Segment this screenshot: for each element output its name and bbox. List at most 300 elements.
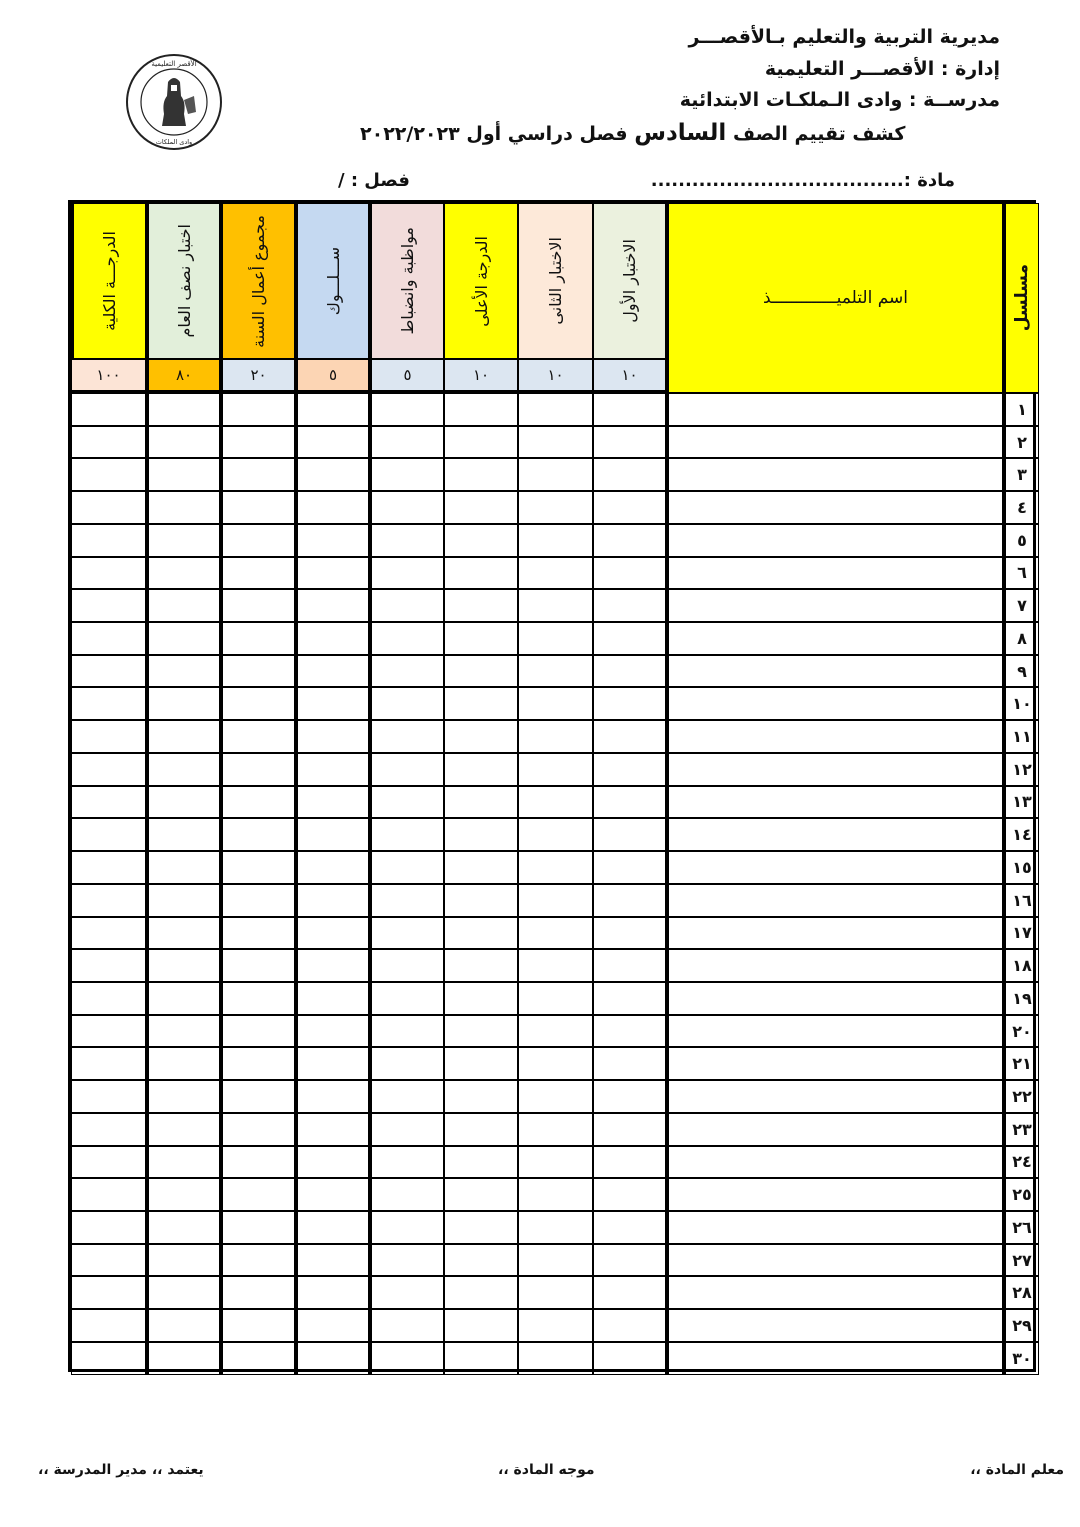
grade-cell (371, 851, 444, 884)
grade-cell (593, 524, 666, 557)
grade-cell (148, 1309, 222, 1342)
serial-cell (1003, 753, 1039, 786)
grade-cell (148, 720, 222, 753)
grade-cell (148, 458, 222, 491)
grade-cell (148, 426, 222, 459)
grade-cell (518, 426, 593, 459)
column-header-label: الاختبار الثانى (546, 237, 565, 325)
grade-cell (148, 851, 222, 884)
grade-cell (666, 655, 1003, 688)
grade-cell (71, 851, 148, 884)
grade-cell (71, 687, 148, 720)
column-header-label: مواظبة وانضباط (398, 227, 417, 335)
grade-cell (222, 557, 297, 590)
grade-cell (593, 557, 666, 590)
grade-cell (518, 1211, 593, 1244)
serial-cell (1003, 851, 1039, 884)
grade-cell (297, 1178, 371, 1211)
grade-cell (593, 818, 666, 851)
grade-cell (297, 622, 371, 655)
grade-cell (518, 786, 593, 819)
grade-cell (371, 589, 444, 622)
grade-cell (444, 393, 518, 426)
grade-cell (148, 917, 222, 950)
max-score-cell (222, 359, 297, 393)
serial-header-label: مسلسل (1012, 264, 1032, 332)
max-score-value: ٢٠ (250, 366, 267, 384)
serial-number: ٣٠ (1012, 1348, 1032, 1368)
serial-cell (1003, 982, 1039, 1015)
grade-cell (444, 753, 518, 786)
serial-cell (1003, 1047, 1039, 1080)
grade-cell (71, 786, 148, 819)
grade-cell (444, 1211, 518, 1244)
serial-cell (1003, 1276, 1039, 1309)
serial-cell (1003, 949, 1039, 982)
grade-cell (593, 1113, 666, 1146)
principal-signature: يعتمد ،، مدير المدرسة ،، (38, 1462, 204, 1478)
grade-cell (222, 1080, 297, 1113)
grade-cell (371, 1015, 444, 1048)
serial-number: ٥ (1017, 530, 1027, 550)
serial-number: ١٣ (1012, 792, 1032, 812)
serial-number: ٤ (1017, 498, 1027, 518)
teacher-signature: معلم المادة ،، (970, 1462, 1064, 1478)
grade-cell (593, 1342, 666, 1375)
grade-cell (666, 753, 1003, 786)
grade-cell (297, 426, 371, 459)
grade-cell (518, 949, 593, 982)
serial-cell (1003, 1244, 1039, 1277)
grade-cell (222, 1342, 297, 1375)
column-header-label: اختبار نصف العام (174, 224, 194, 338)
grade-cell (444, 949, 518, 982)
grade-cell (222, 687, 297, 720)
grade-cell (148, 884, 222, 917)
grade-cell (593, 982, 666, 1015)
grade-cell (297, 1309, 371, 1342)
grade-cell (71, 1080, 148, 1113)
grade-cell (71, 1211, 148, 1244)
grade-cell (148, 557, 222, 590)
grade-cell (71, 1015, 148, 1048)
serial-number: ٢٠ (1012, 1021, 1032, 1041)
grade-cell (593, 491, 666, 524)
grade-cell (222, 622, 297, 655)
grade-cell (518, 393, 593, 426)
grade-cell (666, 1080, 1003, 1113)
max-score-cell (71, 359, 148, 393)
grade-cell (593, 1015, 666, 1048)
grade-cell (371, 491, 444, 524)
grade-cell (518, 655, 593, 688)
grade-cell (297, 818, 371, 851)
grade-cell (444, 458, 518, 491)
grade-cell (593, 884, 666, 917)
grade-cell (666, 1244, 1003, 1277)
grade-cell (222, 818, 297, 851)
grade-cell (222, 1015, 297, 1048)
grade-cell (297, 786, 371, 819)
grade-cell (71, 1113, 148, 1146)
max-score-value: ١٠٠ (96, 366, 121, 384)
grade-cell (148, 687, 222, 720)
serial-number: ١٢ (1012, 759, 1032, 779)
grade-cell (444, 786, 518, 819)
max-score-cell (148, 359, 222, 393)
grade-cell (371, 655, 444, 688)
max-score-value: ٨٠ (175, 366, 193, 384)
grade-cell (444, 1309, 518, 1342)
grade-cell (518, 982, 593, 1015)
svg-text:وادى الملكات: وادى الملكات (155, 138, 193, 146)
grade-cell (297, 524, 371, 557)
column-header (593, 203, 666, 359)
grade-cell (444, 557, 518, 590)
grade-cell (71, 655, 148, 688)
max-score-value: ١٠ (547, 366, 564, 384)
grade-cell (444, 1113, 518, 1146)
column-header (371, 203, 444, 359)
column-header-label: ســـلـــوك (323, 246, 343, 316)
grade-cell (371, 458, 444, 491)
serial-cell (1003, 491, 1039, 524)
grade-cell (222, 1113, 297, 1146)
grade-cell (371, 557, 444, 590)
grade-cell (148, 524, 222, 557)
grade-cell (71, 557, 148, 590)
grade-cell (666, 720, 1003, 753)
serial-number: ١٦ (1012, 890, 1032, 910)
grade-cell (371, 687, 444, 720)
serial-cell (1003, 1113, 1039, 1146)
grade-cell (297, 982, 371, 1015)
grade-cell (444, 818, 518, 851)
grade-cell (222, 786, 297, 819)
grade-cell (371, 818, 444, 851)
grade-cell (148, 491, 222, 524)
grade-cell (666, 589, 1003, 622)
grade-cell (148, 1015, 222, 1048)
serial-number: ٢٤ (1012, 1152, 1032, 1172)
grade-cell (444, 982, 518, 1015)
directorate-line: مديرية التربية والتعليم بـالأقصـــر (688, 26, 1000, 48)
grade-cell (666, 982, 1003, 1015)
grade-cell (444, 426, 518, 459)
grade-cell (593, 851, 666, 884)
page-title (360, 120, 905, 146)
serial-number: ٢٢ (1012, 1086, 1032, 1106)
grade-cell (148, 589, 222, 622)
grade-cell (518, 884, 593, 917)
grade-cell (371, 786, 444, 819)
grade-cell (297, 589, 371, 622)
grade-cell (371, 524, 444, 557)
column-header (297, 203, 371, 359)
serial-number: ٦ (1017, 563, 1027, 583)
grade-cell (666, 1146, 1003, 1179)
subject-field: مادة :..................................... (650, 170, 955, 191)
grade-cell (518, 589, 593, 622)
max-score-value: ١٠ (472, 366, 490, 384)
grade-cell (444, 622, 518, 655)
grade-cell (444, 1015, 518, 1048)
grade-cell (71, 458, 148, 491)
serial-header (1003, 203, 1039, 393)
grade-cell (444, 917, 518, 950)
grade-cell (444, 1342, 518, 1375)
grade-cell (222, 458, 297, 491)
grade-cell (444, 687, 518, 720)
grade-cell (518, 1178, 593, 1211)
grade-cell (297, 655, 371, 688)
grade-cell (222, 720, 297, 753)
grade-cell (593, 687, 666, 720)
serial-number: ٧ (1017, 596, 1027, 616)
grade-cell (666, 1342, 1003, 1375)
grade-cell (371, 393, 444, 426)
grade-cell (444, 655, 518, 688)
max-score-value: ٥ (328, 366, 338, 384)
grade-cell (593, 426, 666, 459)
grade-cell (71, 884, 148, 917)
grade-cell (518, 1146, 593, 1179)
school-line: مدرســة : وادى الـملكـات الابتدائية (679, 89, 1000, 111)
grade-cell (297, 1080, 371, 1113)
serial-cell (1003, 458, 1039, 491)
grade-cell (444, 1080, 518, 1113)
grade-cell (371, 622, 444, 655)
grade-cell (222, 884, 297, 917)
column-header (222, 203, 297, 359)
grade-cell (593, 1309, 666, 1342)
grade-cell (666, 687, 1003, 720)
grade-cell (666, 1211, 1003, 1244)
grade-cell (148, 1080, 222, 1113)
grade-cell (71, 1309, 148, 1342)
grade-cell (71, 982, 148, 1015)
serial-cell (1003, 1015, 1039, 1048)
grade-cell (222, 1211, 297, 1244)
grade-cell (222, 1309, 297, 1342)
grade-cell (148, 949, 222, 982)
grade-cell (666, 949, 1003, 982)
serial-cell (1003, 589, 1039, 622)
serial-number: ٨ (1017, 628, 1027, 648)
grade-cell (71, 949, 148, 982)
grade-cell (297, 1015, 371, 1048)
grade-cell (148, 786, 222, 819)
grade-cell (518, 1309, 593, 1342)
grade-cell (148, 1178, 222, 1211)
grade-cell (666, 524, 1003, 557)
grade-cell (222, 753, 297, 786)
serial-cell (1003, 687, 1039, 720)
column-header (444, 203, 518, 359)
max-score-value: ١٠ (621, 366, 638, 384)
grade-cell (593, 753, 666, 786)
evaluation-table (68, 200, 1036, 1372)
grade-cell (518, 1244, 593, 1277)
serial-cell (1003, 1080, 1039, 1113)
grade-cell (666, 1047, 1003, 1080)
grade-cell (593, 458, 666, 491)
grade-cell (71, 1244, 148, 1277)
grade-cell (518, 1047, 593, 1080)
grade-cell (666, 557, 1003, 590)
grade-cell (666, 622, 1003, 655)
grade-cell (371, 1080, 444, 1113)
grade-cell (371, 1309, 444, 1342)
serial-cell (1003, 1178, 1039, 1211)
grade-cell (666, 426, 1003, 459)
grade-cell (518, 557, 593, 590)
serial-cell (1003, 818, 1039, 851)
grade-cell (444, 1178, 518, 1211)
grade-cell (593, 1211, 666, 1244)
grade-cell (371, 982, 444, 1015)
grade-cell (297, 1276, 371, 1309)
max-score-cell (444, 359, 518, 393)
grade-cell (444, 1047, 518, 1080)
grade-cell (297, 1146, 371, 1179)
grade-cell (222, 393, 297, 426)
serial-cell (1003, 622, 1039, 655)
serial-number: ١٨ (1012, 956, 1032, 976)
column-header-label: الدرجة الأعلى (471, 235, 491, 327)
grade-cell (297, 458, 371, 491)
grade-cell (297, 917, 371, 950)
grade-cell (297, 1113, 371, 1146)
grade-cell (148, 1244, 222, 1277)
grade-cell (297, 720, 371, 753)
grade-cell (71, 1342, 148, 1375)
grade-cell (222, 1244, 297, 1277)
grade-cell (371, 720, 444, 753)
serial-cell (1003, 1146, 1039, 1179)
administration-line: إدارة : الأقصـــر التعليمية (764, 58, 1000, 80)
grade-cell (593, 720, 666, 753)
title-suffix: فصل دراسي أول ٢٠٢٢/٢٠٢٣ (360, 123, 635, 145)
serial-cell (1003, 557, 1039, 590)
grade-cell (444, 491, 518, 524)
serial-number: ٢ (1017, 432, 1027, 452)
grade-cell (666, 818, 1003, 851)
max-score-value: ٥ (403, 366, 412, 384)
column-header (148, 203, 222, 359)
grade-cell (297, 557, 371, 590)
grade-cell (222, 655, 297, 688)
grade-cell (593, 655, 666, 688)
svg-text:الأقصر التعليمية: الأقصر التعليمية (151, 60, 197, 68)
grade-cell (71, 589, 148, 622)
grade-cell (666, 491, 1003, 524)
class-field: فصل : / (338, 170, 410, 191)
grade-cell (148, 393, 222, 426)
grade-cell (371, 917, 444, 950)
grade-cell (593, 1244, 666, 1277)
grade-cell (518, 818, 593, 851)
grade-cell (222, 1276, 297, 1309)
serial-number: ٢١ (1012, 1054, 1032, 1074)
grade-cell (593, 1080, 666, 1113)
grade-cell (222, 426, 297, 459)
column-header-label: الاختبار الأول (620, 239, 639, 323)
grade-cell (148, 982, 222, 1015)
grade-cell (222, 1047, 297, 1080)
grade-cell (371, 753, 444, 786)
grade-cell (518, 1015, 593, 1048)
grade-cell (593, 1276, 666, 1309)
serial-cell (1003, 884, 1039, 917)
serial-cell (1003, 1211, 1039, 1244)
grade-cell (518, 687, 593, 720)
grade-cell (666, 786, 1003, 819)
grade-cell (71, 426, 148, 459)
max-score-cell (371, 359, 444, 393)
grade-cell (371, 426, 444, 459)
grade-cell (222, 982, 297, 1015)
serial-number: ١٧ (1012, 923, 1032, 943)
grade-cell (666, 393, 1003, 426)
grade-cell (222, 491, 297, 524)
grade-cell (297, 884, 371, 917)
serial-number: ٢٧ (1012, 1250, 1032, 1270)
serial-cell (1003, 393, 1039, 426)
grade-cell (518, 1276, 593, 1309)
grade-cell (222, 524, 297, 557)
grade-cell (518, 1113, 593, 1146)
supervisor-signature: موجه المادة ،، (498, 1462, 595, 1478)
grade-cell (666, 884, 1003, 917)
grade-cell (71, 1276, 148, 1309)
student-name-header (666, 203, 1003, 393)
grade-cell (71, 753, 148, 786)
grade-cell (371, 1244, 444, 1277)
grade-cell (444, 1244, 518, 1277)
max-score-cell (518, 359, 593, 393)
grade-cell (518, 851, 593, 884)
max-score-cell (593, 359, 666, 393)
grade-cell (297, 1342, 371, 1375)
serial-number: ٢٥ (1012, 1185, 1032, 1205)
grade-cell (297, 687, 371, 720)
serial-cell (1003, 786, 1039, 819)
grade-cell (297, 949, 371, 982)
grade-cell (222, 1178, 297, 1211)
grade-cell (297, 1211, 371, 1244)
grade-cell (297, 1047, 371, 1080)
serial-number: ٢٦ (1012, 1217, 1032, 1237)
grade-cell (444, 720, 518, 753)
serial-number: ١ (1017, 399, 1027, 419)
grade-cell (148, 1146, 222, 1179)
grade-cell (297, 491, 371, 524)
grade-cell (148, 1113, 222, 1146)
grade-cell (71, 720, 148, 753)
grade-cell (444, 851, 518, 884)
serial-number: ١١ (1012, 727, 1032, 747)
grade-cell (71, 491, 148, 524)
grade-cell (71, 1178, 148, 1211)
grade-cell (371, 884, 444, 917)
school-seal-icon (124, 52, 224, 152)
grade-cell (148, 818, 222, 851)
grade-cell (518, 524, 593, 557)
grade-cell (593, 949, 666, 982)
grade-cell (518, 1342, 593, 1375)
grade-cell (444, 884, 518, 917)
